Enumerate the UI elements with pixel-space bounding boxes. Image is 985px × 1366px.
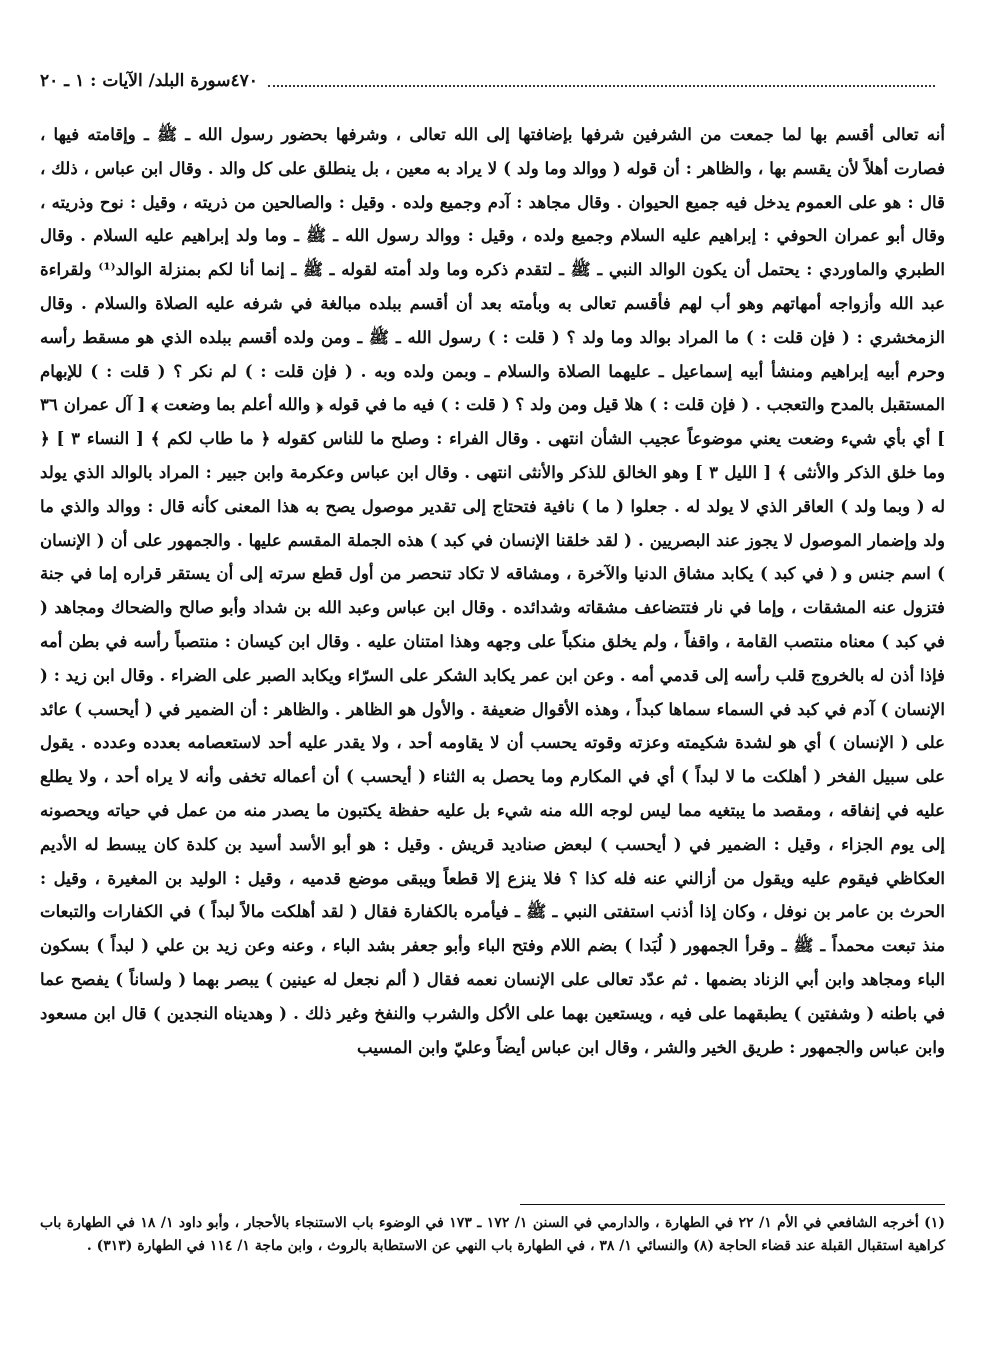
header-dotted-leader (268, 75, 935, 87)
chapter-title: سورة البلد/ الآيات : ١ ـ ٢٠ (40, 71, 231, 91)
body-paragraph: أنه تعالى أقسم بها لما جمعت من الشرفين شرفها بإضافتها إلى الله تعالى ، وشرفها بحضور رسول الله ـ ﷺ ـ وإقامته فيها ، فصارت أهلاً لأن يقسم بها ، والظاهر : أن قوله ( ووالد وما ولد ) لا يراد به معين ، بل ينطلق على كل والد . وقال ابن عباس ، ذلك ، قال : هو على العموم يدخل فيه جميع الحيوان . وقال مجاهد : آدم وجميع ولده . وقيل : والصالحين من ذريته ، وقيل : نوح وذريته ، وقال أبو عمران الحوفي : إبراهيم عليه السلام وجميع ولده ، وقيل : ووالد رسول الله ـ ﷺ ـ وما ولد إبراهيم عليه السلام . وقال الطبري والماوردي : يحتمل أن يكون الوالد النبي ـ ﷺ ـ لتقدم ذكره وما ولد أمته لقوله ـ ﷺ ـ إنما أنا لكم بمنزلة الوالد⁽¹⁾ ولقراءة عبد الله وأزواجه أمهاتهم وهو أب لهم فأقسم تعالى به وبأمته بعد أن أقسم ببلده مبالغة في شرفه عليه الصلاة والسلام . وقال الزمخشري : ( فإن قلت : ) ما المراد بوالد وما ولد ؟ ( قلت : ) رسول الله ـ ﷺ ـ ومن ولده أقسم ببلده الذي هو مسقط رأسه وحرم أبيه إبراهيم ومنشأ أبيه إسماعيل ـ عليهما الصلاة والسلام ـ وبمن ولده وبه . ( فإن قلت : ) لم نكر ؟ ( قلت : ) للإبهام المستقبل بالمدح والتعجب . ( فإن قلت : ) هلا قيل ومن ولد ؟ ( قلت : ) فيه ما في قوله ﴿ والله أعلم بما وضعت ﴾ [ آل عمران ٣٦ ] أي بأي شيء وضعت يعني موضوعاً عجيب الشأن انتهى . وقال الفراء : وصلح ما للناس كقوله ﴿ ما طاب لكم ﴾ [ النساء ٣ ] ﴿ وما خلق الذكر والأنثى ﴾ [ الليل ٣ ] وهو الخالق للذكر والأنثى انتهى . وقال ابن عباس وعكرمة وابن جبير : المراد بالوالد الذي يولد له ( وبما ولد ) العاقر الذي لا يولد له . جعلوا ( ما ) نافية فتحتاج إلى تقدير موصول يصح به هذا المعنى كأنه قال : ووالد والذي ما ولد وإضمار الموصول لا يجوز عند البصريين . ( لقد خلقنا الإنسان في كبد ) هذه الجملة المقسم عليها . والجمهور على أن ( الإنسان ) اسم جنس و ( في كبد ) يكابد مشاق الدنيا والآخرة ، ومشاقه لا تكاد تنحصر من أول قطع سرته إلى أن يستقر قراره إما في جنة فتزول عنه المشقات ، وإما في نار فتتضاعف مشقاته وشدائده . وقال ابن عباس وعبد الله بن شداد وأبو صالح والضحاك ومجاهد ( في كبد ) معناه منتصب القامة ، واقفاً ، ولم يخلق منكباً على وجهه وهذا امتنان عليه . وقال ابن كيسان : منتصباً رأسه في بطن أمه فإذا أذن له بالخروج قلب رأسه إلى قدمي أمه . وعن ابن عمر يكابد الشكر على السرّاء ويكابد الصبر على الضراء . وقال ابن زيد : ( الإنسان ) آدم في كبد في السماء سماها كبداً ، وهذه الأقوال ضعيفة . والأول هو الظاهر . والظاهر : أن الضمير في ( أيحسب ) عائد على ( الإنسان ) أي هو لشدة شكيمته وعزته وقوته يحسب أن لا يقاومه أحد ، ولا يقدر عليه أحد لاستعصامه بعدده وعدده . يقول على سبيل الفخر ( أهلكت ما لا لبداً ) أي في المكارم وما يحصل به الثناء ( أيحسب ) أن أعماله تخفى وأنه لا يراه أحد ، ولا يطلع عليه في إنفاقه ، ومقصد ما يبتغيه مما ليس لوجه الله منه شيء بل عليه حفظة يكتبون ما يصدر منه من عمل في حياته ويحصونه إلى يوم الجزاء ، وقيل : الضمير في ( أيحسب ) لبعض صناديد قريش . وقيل : هو أبو الأسد أسيد بن كلدة كان يبسط له الأديم العكاظي فيقوم عليه ويقول من أزالني عنه فله كذا ؟ فلا ينزع إلا قطعاً ويبقى موضع قدميه ، وقيل : الوليد بن المغيرة ، وقيل : الحرث بن عامر بن نوفل ، وكان إذا أذنب استفتى النبي ـ ﷺ ـ فيأمره بالكفارة فقال ( لقد أهلكت مالاً لبداً ) في الكفارات والتبعات منذ تبعت محمداً ـ ﷺ ـ وقرأ الجمهور ( لُبَدا ) بضم اللام وفتح الباء وأبو جعفر بشد الباء ، وعنه وعن زيد بن علي ( لبداً ) بسكون الباء ومجاهد وابن أبي الزناد بضمها . ثم عدّد تعالى على الإنسان نعمه فقال ( ألم نجعل له عينين ) يبصر بهما ( ولساناً ) يفصح عما في باطنه ( وشفتين ) يطبقهما على فيه ، ويستعين بهما على الأكل والشرب والنفخ وغير ذلك . ( وهديناه النجدين ) قال ابن مسعود وابن عباس والجمهور : طريق الخير والشر ، وقال ابن عباس أيضاً وعليّ وابن المسيب (40, 124, 945, 1057)
footnote-1: (١) أخرجه الشافعي في الأم ١/ ٢٢ في الطهارة ، والدارمي في السنن ١/ ١٧٢ ـ ١٧٣ في الوضوء باب الاستنجاء بالأحجار ، وأبو داود ١/ ١٨ في الطهارة باب كراهية استقبال القبلة عند قضاء الحاجة (٨) والنسائي ١/ ٣٨ ، في الطهارة باب النهي عن الاستطابة بالروث ، وابن ماجة ١/ ١١٤ في الطهارة (٣١٣) . (40, 1215, 945, 1254)
main-text (40, 118, 945, 1064)
footnote-separator (520, 1204, 945, 1205)
page-number: ٤٧٠ (230, 71, 258, 91)
footnotes (40, 1212, 945, 1258)
running-header (40, 66, 945, 96)
